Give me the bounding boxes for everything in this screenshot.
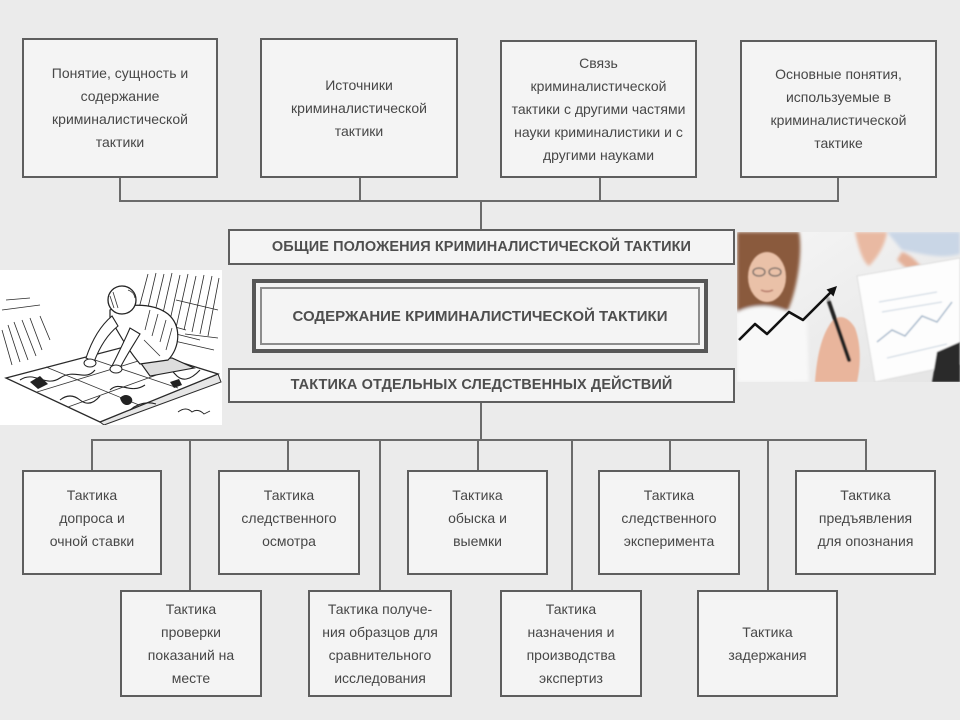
sketch-man-studying-map-icon bbox=[0, 270, 222, 425]
box-text-line: тактике bbox=[814, 135, 863, 151]
box-text-line: экспертиз bbox=[539, 669, 603, 686]
box-text-line: следственного bbox=[621, 510, 717, 526]
box-text-line: содержание bbox=[80, 88, 160, 104]
box-text-line: тактики с другими частями bbox=[511, 100, 686, 117]
box-text-line: криминалистической bbox=[770, 112, 907, 128]
box-text-line: предъявления bbox=[818, 510, 913, 526]
man-head bbox=[108, 286, 136, 314]
box-sources bbox=[260, 38, 458, 178]
woman-face bbox=[748, 252, 786, 302]
box-obtaining-samples bbox=[308, 590, 452, 697]
box-text-line: используемые в bbox=[785, 89, 892, 105]
box-text-line: тактики bbox=[95, 134, 145, 150]
box-connection-with-other-sciences bbox=[500, 40, 697, 178]
box-tactics-content bbox=[252, 279, 708, 353]
box-text-line: ния образцов для bbox=[322, 623, 438, 640]
box-text-line: Тактика получе- bbox=[327, 600, 433, 617]
business-team-growth-chart-icon bbox=[737, 232, 960, 382]
box-individual-investigative-actions bbox=[228, 368, 735, 403]
box-heading: СОДЕРЖАНИЕ КРИМИНАЛИСТИЧЕСКОЙ ТАКТИКИ bbox=[260, 287, 700, 345]
box-text-line: науки криминалистики и с bbox=[514, 123, 683, 140]
box-text-line: тактики bbox=[334, 122, 384, 139]
box-text-line: Тактика bbox=[840, 487, 891, 503]
box-text-line: криминалистической bbox=[52, 111, 188, 127]
box-text-line: Тактика bbox=[263, 487, 315, 503]
box-text-line: Тактика bbox=[452, 487, 503, 503]
box-text-line: следственного bbox=[241, 510, 337, 526]
box-text-line: эксперимента bbox=[623, 533, 715, 549]
box-text-line: криминалистической bbox=[530, 77, 667, 94]
box-text-line: Тактика bbox=[66, 487, 118, 503]
box-text-line: Тактика bbox=[545, 600, 597, 617]
box-text-line: допроса и bbox=[59, 510, 125, 526]
box-text-line: для опознания bbox=[817, 533, 914, 549]
box-text-line: Связь bbox=[579, 54, 618, 71]
box-text-line: месте bbox=[171, 669, 211, 686]
box-text-line: Основные понятия, bbox=[775, 66, 902, 82]
box-basic-concepts bbox=[740, 40, 937, 178]
box-general-provisions bbox=[228, 229, 735, 265]
box-text-line: выемки bbox=[453, 533, 502, 549]
box-detention bbox=[697, 590, 838, 697]
box-heading: ОБЩИЕ ПОЛОЖЕНИЯ КРИМИНАЛИСТИЧЕСКОЙ ТАКТИКИ bbox=[271, 238, 692, 255]
box-text-line: проверки bbox=[161, 623, 221, 640]
box-text-line: Тактика bbox=[742, 623, 793, 640]
box-text-line: криминалистической bbox=[291, 99, 427, 116]
box-text-line: Источники bbox=[325, 76, 393, 93]
box-concept-essence-content bbox=[22, 38, 218, 178]
box-text-line: назначения и bbox=[527, 623, 615, 640]
box-text-line: задержания bbox=[728, 646, 807, 663]
box-text-line: Тактика bbox=[643, 487, 695, 503]
box-text-line: другими науками bbox=[542, 146, 655, 163]
box-text-line: сравнительного bbox=[328, 646, 432, 663]
box-text-line: показаний на bbox=[147, 646, 235, 663]
box-appointment-of-expertise bbox=[500, 590, 642, 697]
box-presentation-for-identification bbox=[795, 470, 936, 575]
box-text-line: исследования bbox=[334, 669, 426, 686]
box-verification-on-site bbox=[120, 590, 262, 697]
box-text-line: производства bbox=[526, 646, 616, 663]
box-text-line: обыска и bbox=[448, 510, 507, 526]
box-interrogation-confrontation bbox=[22, 470, 162, 575]
box-text-line: Тактика bbox=[165, 600, 217, 617]
box-text-line: Понятие, сущность и bbox=[51, 65, 189, 81]
box-text-line: осмотра bbox=[262, 533, 316, 549]
box-heading: ТАКТИКА ОТДЕЛЬНЫХ СЛЕДСТВЕННЫХ ДЕЙСТВИЙ bbox=[290, 377, 673, 393]
box-text-line: очной ставки bbox=[49, 533, 135, 549]
box-investigative-experiment bbox=[598, 470, 740, 575]
box-investigative-inspection bbox=[218, 470, 360, 575]
box-search-seizure bbox=[407, 470, 548, 575]
